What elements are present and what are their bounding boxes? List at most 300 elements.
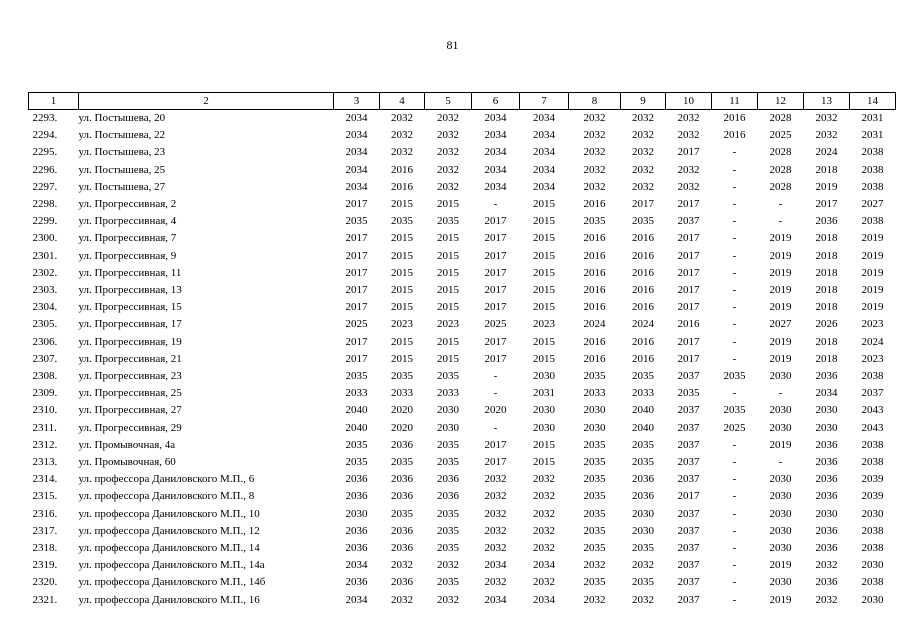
year-cell: 2035 bbox=[437, 370, 459, 383]
address-cell: ул. Постышева, 23 bbox=[78, 146, 166, 159]
year-cell: 2040 bbox=[632, 421, 654, 434]
year-cell: 2030 bbox=[345, 507, 368, 520]
year-cell: 2030 bbox=[632, 507, 654, 520]
year-cell: - bbox=[493, 198, 498, 211]
year-cell: 2036 bbox=[632, 490, 654, 503]
year-cell: - bbox=[778, 387, 783, 400]
year-cell: 2032 bbox=[437, 163, 459, 176]
address-cell: ул. профессора Даниловского М.П., 14а bbox=[78, 559, 265, 572]
year-cell: 2035 bbox=[583, 524, 606, 537]
year-cell: 2032 bbox=[391, 559, 413, 572]
year-cell: 2017 bbox=[677, 352, 700, 365]
year-cell: 2035 bbox=[583, 490, 606, 503]
year-cell: 2030 bbox=[769, 507, 792, 520]
year-cell: - bbox=[493, 370, 498, 383]
year-cell: 2032 bbox=[533, 542, 555, 555]
table-body bbox=[29, 93, 896, 609]
table-row bbox=[29, 437, 896, 454]
year-cell: 2032 bbox=[632, 559, 654, 572]
year-cell: 2038 bbox=[861, 180, 884, 193]
year-cell: 2038 bbox=[861, 576, 884, 589]
year-cell: 2032 bbox=[583, 180, 606, 193]
year-cell: 2036 bbox=[815, 473, 838, 486]
header-cell: 2 bbox=[79, 93, 334, 110]
year-cell: 2017 bbox=[484, 284, 507, 297]
year-cell: 2033 bbox=[437, 387, 459, 400]
year-cell: 2036 bbox=[391, 576, 413, 589]
year-cell: 2015 bbox=[533, 266, 555, 279]
row-number: 2307. bbox=[32, 352, 58, 365]
year-cell: 2035 bbox=[345, 456, 368, 469]
year-cell: 2035 bbox=[437, 215, 459, 228]
address-cell: ул. Постышева, 27 bbox=[78, 180, 166, 193]
header-cell: 14 bbox=[850, 93, 896, 110]
year-cell: 2035 bbox=[632, 438, 654, 451]
year-cell: 2017 bbox=[345, 352, 368, 365]
year-cell: 2035 bbox=[437, 507, 459, 520]
year-cell: 2035 bbox=[345, 370, 368, 383]
year-cell: 2032 bbox=[632, 129, 654, 142]
year-cell: 2032 bbox=[815, 129, 838, 142]
year-cell: 2032 bbox=[583, 129, 606, 142]
header-cell: 11 bbox=[712, 93, 758, 110]
year-cell: 2019 bbox=[769, 266, 792, 279]
year-cell: 2034 bbox=[533, 129, 555, 142]
year-cell: 2030 bbox=[437, 421, 459, 434]
year-cell: 2017 bbox=[345, 198, 368, 211]
year-cell: 2035 bbox=[583, 456, 606, 469]
year-cell: 2032 bbox=[815, 559, 838, 572]
data-table bbox=[28, 92, 896, 609]
year-cell: 2032 bbox=[437, 180, 459, 193]
header-cell: 9 bbox=[621, 93, 666, 110]
year-cell: 2028 bbox=[769, 146, 792, 159]
year-cell: - bbox=[732, 438, 737, 451]
row-number: 2296. bbox=[32, 163, 58, 176]
row-number: 2303. bbox=[32, 284, 58, 297]
year-cell: 2034 bbox=[345, 163, 368, 176]
year-cell: 2015 bbox=[391, 352, 413, 365]
table-row bbox=[29, 316, 896, 333]
table-row bbox=[29, 420, 896, 437]
year-cell: - bbox=[778, 198, 783, 211]
year-cell: 2028 bbox=[769, 180, 792, 193]
year-cell: 2035 bbox=[583, 438, 606, 451]
year-cell: 2019 bbox=[769, 249, 792, 262]
header-cell: 1 bbox=[29, 93, 79, 110]
year-cell: 2036 bbox=[437, 490, 459, 503]
address-cell: ул. профессора Даниловского М.П., 8 bbox=[78, 490, 255, 503]
row-number: 2317. bbox=[32, 524, 58, 537]
year-cell: 2032 bbox=[533, 507, 555, 520]
row-number: 2305. bbox=[32, 318, 58, 331]
year-cell: 2019 bbox=[861, 249, 884, 262]
row-number: 2315. bbox=[32, 490, 58, 503]
year-cell: 2033 bbox=[632, 387, 654, 400]
year-cell: 2031 bbox=[533, 387, 555, 400]
year-cell: 2019 bbox=[769, 593, 792, 606]
year-cell: 2015 bbox=[391, 266, 413, 279]
year-cell: 2017 bbox=[484, 266, 507, 279]
year-cell: 2034 bbox=[533, 593, 555, 606]
table-row bbox=[29, 471, 896, 488]
year-cell: - bbox=[732, 387, 737, 400]
year-cell: 2030 bbox=[437, 404, 459, 417]
year-cell: 2032 bbox=[583, 559, 606, 572]
year-cell: 2030 bbox=[583, 404, 606, 417]
year-cell: 2018 bbox=[815, 352, 838, 365]
year-cell: 2032 bbox=[533, 473, 555, 486]
year-cell: 2023 bbox=[391, 318, 413, 331]
year-cell: 2015 bbox=[533, 215, 555, 228]
year-cell: 2018 bbox=[815, 232, 838, 245]
row-number: 2302. bbox=[32, 266, 58, 279]
year-cell: 2039 bbox=[861, 490, 884, 503]
year-cell: 2015 bbox=[391, 198, 413, 211]
year-cell: 2037 bbox=[677, 215, 700, 228]
year-cell: 2037 bbox=[677, 593, 700, 606]
year-cell: 2036 bbox=[345, 473, 368, 486]
address-cell: ул. Прогрессивная, 19 bbox=[78, 335, 182, 348]
year-cell: 2036 bbox=[815, 490, 838, 503]
year-cell: 2032 bbox=[632, 163, 654, 176]
row-number: 2309. bbox=[32, 387, 58, 400]
year-cell: 2016 bbox=[632, 301, 654, 314]
header-cell: 10 bbox=[666, 93, 712, 110]
address-cell: ул. Прогрессивная, 21 bbox=[78, 352, 182, 365]
table-row bbox=[29, 540, 896, 557]
year-cell: 2032 bbox=[391, 593, 413, 606]
row-number: 2293. bbox=[32, 112, 58, 124]
year-cell: 2015 bbox=[437, 284, 459, 297]
table-row bbox=[29, 196, 896, 213]
year-cell: 2016 bbox=[583, 198, 606, 211]
year-cell: 2032 bbox=[484, 507, 507, 520]
year-cell: 2019 bbox=[769, 438, 792, 451]
year-cell: 2023 bbox=[533, 318, 555, 331]
year-cell: - bbox=[493, 387, 498, 400]
row-number: 2314. bbox=[32, 473, 58, 486]
year-cell: 2032 bbox=[677, 180, 700, 193]
year-cell: 2037 bbox=[677, 559, 700, 572]
address-cell: ул. Постышева, 20 bbox=[78, 112, 166, 124]
year-cell: 2033 bbox=[345, 387, 368, 400]
year-cell: 2035 bbox=[583, 542, 606, 555]
year-cell: 2024 bbox=[815, 146, 838, 159]
year-cell: 2023 bbox=[861, 318, 884, 331]
address-cell: ул. Прогрессивная, 17 bbox=[78, 318, 182, 331]
year-cell: 2030 bbox=[632, 524, 654, 537]
table-row bbox=[29, 385, 896, 402]
year-cell: 2034 bbox=[484, 129, 507, 142]
year-cell: 2032 bbox=[677, 129, 700, 142]
year-cell: 2030 bbox=[861, 507, 884, 520]
year-cell: 2017 bbox=[677, 198, 700, 211]
year-cell: 2030 bbox=[769, 576, 792, 589]
year-cell: 2017 bbox=[484, 335, 507, 348]
year-cell: 2032 bbox=[632, 593, 654, 606]
year-cell: 2032 bbox=[437, 112, 459, 124]
address-cell: ул. профессора Даниловского М.П., 16 bbox=[78, 593, 260, 606]
address-cell: ул. Прогрессивная, 7 bbox=[78, 232, 177, 245]
year-cell: 2037 bbox=[677, 576, 700, 589]
year-cell: 2035 bbox=[632, 456, 654, 469]
year-cell: 2028 bbox=[769, 163, 792, 176]
year-cell: 2030 bbox=[769, 370, 792, 383]
year-cell: 2016 bbox=[677, 318, 700, 331]
table-row bbox=[29, 368, 896, 385]
year-cell: 2030 bbox=[533, 370, 555, 383]
year-cell: 2032 bbox=[583, 146, 606, 159]
year-cell: 2025 bbox=[484, 318, 507, 331]
year-cell: 2019 bbox=[861, 284, 884, 297]
year-cell: 2017 bbox=[484, 352, 507, 365]
year-cell: 2038 bbox=[861, 438, 884, 451]
year-cell: 2035 bbox=[437, 438, 459, 451]
year-cell: 2015 bbox=[437, 266, 459, 279]
year-cell: 2037 bbox=[677, 507, 700, 520]
year-cell: 2035 bbox=[345, 215, 368, 228]
year-cell: 2015 bbox=[533, 198, 555, 211]
year-cell: 2030 bbox=[533, 421, 555, 434]
year-cell: 2015 bbox=[437, 249, 459, 262]
year-cell: 2016 bbox=[583, 266, 606, 279]
year-cell: 2030 bbox=[769, 421, 792, 434]
year-cell: 2037 bbox=[677, 404, 700, 417]
year-cell: 2036 bbox=[632, 473, 654, 486]
address-cell: ул. профессора Даниловского М.П., 14б bbox=[78, 576, 266, 589]
year-cell: 2015 bbox=[533, 284, 555, 297]
year-cell: 2020 bbox=[484, 404, 507, 417]
row-number: 2311. bbox=[32, 421, 57, 434]
year-cell: 2036 bbox=[815, 576, 838, 589]
page-number: 81 bbox=[446, 38, 459, 52]
year-cell: 2017 bbox=[815, 198, 838, 211]
year-cell: - bbox=[732, 198, 737, 211]
year-cell: 2032 bbox=[437, 129, 459, 142]
year-cell: 2034 bbox=[533, 180, 555, 193]
year-cell: 2034 bbox=[345, 593, 368, 606]
year-cell: 2030 bbox=[769, 542, 792, 555]
header-cell: 5 bbox=[425, 93, 472, 110]
year-cell: - bbox=[732, 352, 737, 365]
year-cell: - bbox=[778, 215, 783, 228]
year-cell: 2027 bbox=[769, 318, 792, 331]
year-cell: - bbox=[732, 576, 737, 589]
row-number: 2298. bbox=[32, 198, 58, 211]
table-row bbox=[29, 162, 896, 179]
year-cell: 2032 bbox=[391, 129, 413, 142]
year-cell: 2015 bbox=[533, 301, 555, 314]
year-cell: 2017 bbox=[345, 232, 368, 245]
year-cell: 2016 bbox=[632, 335, 654, 348]
year-cell: 2018 bbox=[815, 335, 838, 348]
year-cell: 2037 bbox=[677, 421, 700, 434]
year-cell: 2017 bbox=[345, 335, 368, 348]
year-cell: 2035 bbox=[437, 542, 459, 555]
year-cell: 2035 bbox=[723, 404, 746, 417]
address-cell: ул. Прогрессивная, 27 bbox=[78, 404, 182, 417]
table-row bbox=[29, 248, 896, 265]
year-cell: 2015 bbox=[437, 335, 459, 348]
year-cell: 2034 bbox=[484, 593, 507, 606]
header-cell: 4 bbox=[380, 93, 425, 110]
year-cell: - bbox=[732, 456, 737, 469]
year-cell: 2032 bbox=[484, 473, 507, 486]
table-row bbox=[29, 592, 896, 609]
year-cell: 2032 bbox=[484, 576, 507, 589]
year-cell: 2031 bbox=[861, 129, 884, 142]
year-cell: 2017 bbox=[345, 301, 368, 314]
year-cell: 2016 bbox=[632, 284, 654, 297]
year-cell: 2038 bbox=[861, 456, 884, 469]
year-cell: 2035 bbox=[437, 524, 459, 537]
year-cell: 2015 bbox=[391, 249, 413, 262]
year-cell: 2017 bbox=[632, 198, 654, 211]
year-cell: 2035 bbox=[723, 370, 746, 383]
year-cell: 2030 bbox=[861, 593, 884, 606]
table-row bbox=[29, 110, 896, 128]
address-cell: ул. Прогрессивная, 4 bbox=[78, 215, 177, 228]
year-cell: 2016 bbox=[583, 335, 606, 348]
year-cell: 2030 bbox=[861, 559, 884, 572]
year-cell: 2019 bbox=[861, 232, 884, 245]
year-cell: 2018 bbox=[815, 266, 838, 279]
year-cell: - bbox=[732, 593, 737, 606]
year-cell: 2038 bbox=[861, 146, 884, 159]
year-cell: - bbox=[732, 524, 737, 537]
year-cell: 2038 bbox=[861, 524, 884, 537]
table-row bbox=[29, 574, 896, 591]
year-cell: 2030 bbox=[769, 473, 792, 486]
year-cell: 2036 bbox=[391, 438, 413, 451]
year-cell: 2038 bbox=[861, 542, 884, 555]
year-cell: 2015 bbox=[533, 232, 555, 245]
row-number: 2320. bbox=[32, 576, 58, 589]
year-cell: 2034 bbox=[533, 112, 555, 124]
year-cell: - bbox=[732, 507, 737, 520]
year-cell: 2018 bbox=[815, 284, 838, 297]
year-cell: 2036 bbox=[815, 438, 838, 451]
year-cell: 2020 bbox=[391, 421, 413, 434]
year-cell: 2035 bbox=[391, 370, 413, 383]
year-cell: 2032 bbox=[533, 576, 555, 589]
year-cell: 2035 bbox=[632, 215, 654, 228]
year-cell: 2034 bbox=[345, 112, 368, 124]
year-cell: 2040 bbox=[632, 404, 654, 417]
year-cell: 2016 bbox=[632, 232, 654, 245]
year-cell: 2015 bbox=[437, 232, 459, 245]
year-cell: 2037 bbox=[677, 542, 700, 555]
year-cell: 2032 bbox=[583, 112, 606, 124]
year-cell: 2033 bbox=[391, 387, 413, 400]
year-cell: 2040 bbox=[345, 421, 368, 434]
row-number: 2306. bbox=[32, 335, 58, 348]
year-cell: 2017 bbox=[677, 335, 700, 348]
year-cell: 2016 bbox=[391, 180, 413, 193]
year-cell: 2036 bbox=[345, 490, 368, 503]
table-row bbox=[29, 402, 896, 419]
year-cell: 2030 bbox=[769, 490, 792, 503]
year-cell: 2017 bbox=[345, 249, 368, 262]
year-cell: 2034 bbox=[484, 180, 507, 193]
year-cell: 2034 bbox=[345, 129, 368, 142]
year-cell: 2030 bbox=[815, 507, 838, 520]
year-cell: 2034 bbox=[815, 387, 838, 400]
year-cell: 2032 bbox=[677, 112, 700, 124]
year-cell: 2025 bbox=[345, 318, 368, 331]
year-cell: 2017 bbox=[484, 215, 507, 228]
year-cell: 2035 bbox=[391, 215, 413, 228]
year-cell: 2030 bbox=[533, 404, 555, 417]
year-cell: 2017 bbox=[484, 438, 507, 451]
year-cell: 2018 bbox=[815, 249, 838, 262]
year-cell: 2017 bbox=[677, 266, 700, 279]
table-row bbox=[29, 144, 896, 161]
year-cell: 2035 bbox=[632, 370, 654, 383]
year-cell: 2036 bbox=[815, 370, 838, 383]
year-cell: 2040 bbox=[345, 404, 368, 417]
table-row bbox=[29, 282, 896, 299]
year-cell: - bbox=[732, 318, 737, 331]
year-cell: - bbox=[778, 456, 783, 469]
address-cell: ул. Прогрессивная, 13 bbox=[78, 284, 182, 297]
year-cell: 2032 bbox=[632, 146, 654, 159]
header-cell: 7 bbox=[520, 93, 569, 110]
year-cell: 2035 bbox=[583, 215, 606, 228]
year-cell: - bbox=[493, 421, 498, 434]
year-cell: 2036 bbox=[345, 524, 368, 537]
year-cell: 2015 bbox=[391, 335, 413, 348]
year-cell: 2034 bbox=[345, 559, 368, 572]
year-cell: 2019 bbox=[769, 352, 792, 365]
year-cell: - bbox=[732, 249, 737, 262]
year-cell: 2037 bbox=[677, 438, 700, 451]
year-cell: 2017 bbox=[677, 146, 700, 159]
row-number: 2321. bbox=[32, 593, 58, 606]
year-cell: 2032 bbox=[391, 112, 413, 124]
year-cell: 2026 bbox=[815, 318, 838, 331]
row-number: 2299. bbox=[32, 215, 58, 228]
year-cell: 2035 bbox=[345, 438, 368, 451]
table-row bbox=[29, 265, 896, 282]
year-cell: 2032 bbox=[484, 490, 507, 503]
year-cell: 2016 bbox=[583, 301, 606, 314]
year-cell: 2015 bbox=[533, 456, 555, 469]
year-cell: 2038 bbox=[861, 163, 884, 176]
row-number: 2308. bbox=[32, 370, 58, 383]
address-cell: ул. профессора Даниловского М.П., 14 bbox=[78, 542, 260, 555]
row-number: 2301. bbox=[32, 249, 58, 262]
header-row bbox=[29, 93, 896, 110]
year-cell: 2037 bbox=[677, 473, 700, 486]
year-cell: 2034 bbox=[345, 180, 368, 193]
header-cell: 8 bbox=[569, 93, 621, 110]
year-cell: 2036 bbox=[815, 215, 838, 228]
row-number: 2304. bbox=[32, 301, 58, 314]
year-cell: 2038 bbox=[861, 370, 884, 383]
year-cell: 2017 bbox=[484, 301, 507, 314]
header-cell: 3 bbox=[334, 93, 380, 110]
year-cell: 2017 bbox=[484, 249, 507, 262]
year-cell: 2037 bbox=[861, 387, 884, 400]
year-cell: 2016 bbox=[632, 249, 654, 262]
year-cell: 2030 bbox=[815, 404, 838, 417]
year-cell: 2035 bbox=[583, 473, 606, 486]
row-number: 2310. bbox=[32, 404, 58, 417]
year-cell: 2032 bbox=[484, 542, 507, 555]
year-cell: 2017 bbox=[677, 284, 700, 297]
